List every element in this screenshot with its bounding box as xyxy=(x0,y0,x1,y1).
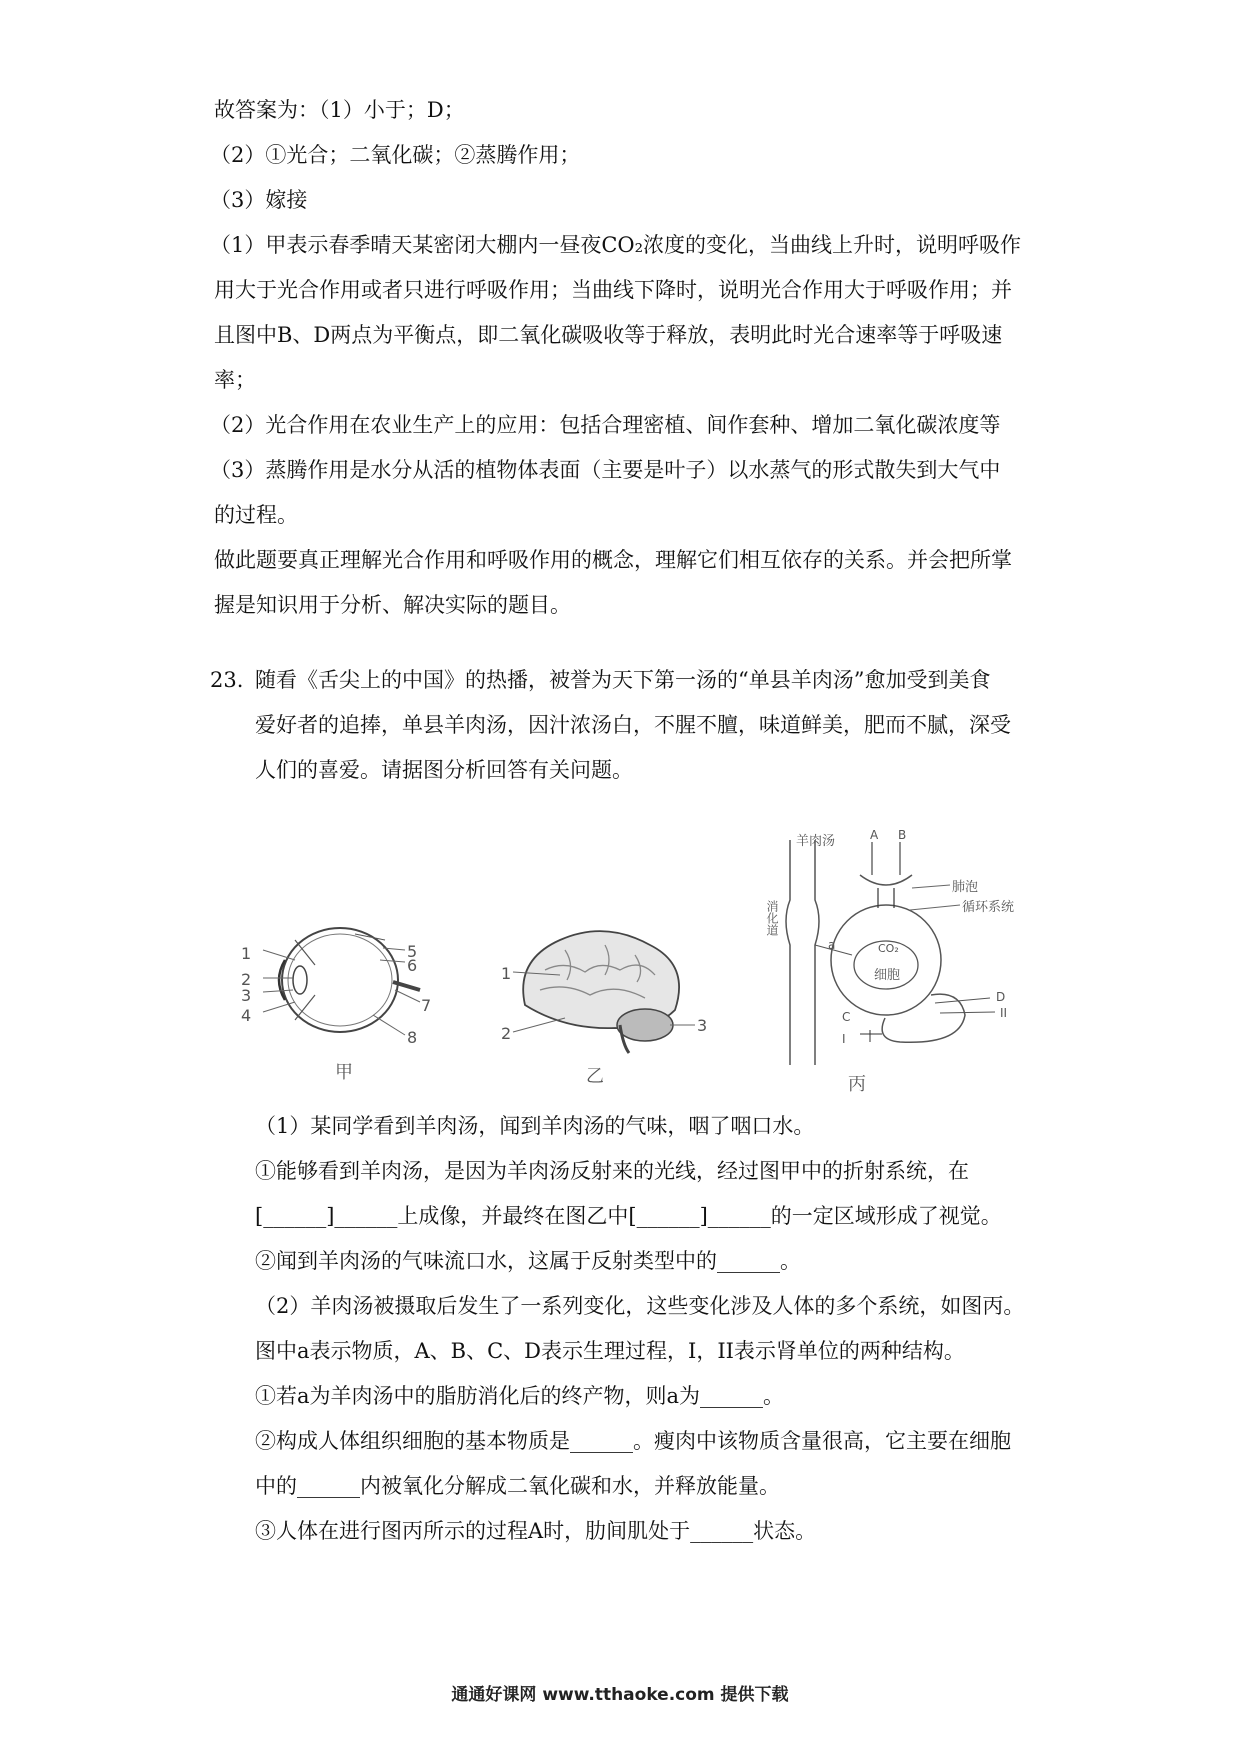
comment-line: 握是知识用于分析、解决实际的题目。 xyxy=(214,593,571,617)
brain-number: 3 xyxy=(697,1016,708,1035)
substance-a-label: a xyxy=(828,938,836,952)
subquestion-line: ③人体在进行图丙所示的过程A时，肋间肌处于______状态。 xyxy=(255,1519,817,1543)
figure-systems-caption: 丙 xyxy=(848,1074,866,1095)
answer-line-1: 故答案为：（1）小于；D； xyxy=(214,98,465,122)
process-B-label: B xyxy=(898,828,907,842)
subquestion-line: ②构成人体组织细胞的基本物质是______。瘦肉中该物质含量很高，它主要在细胞 xyxy=(255,1429,1011,1453)
circulation-label: 循环系统 xyxy=(962,900,1015,915)
brain-number: 2 xyxy=(501,1024,512,1043)
figure-systems xyxy=(760,830,1020,1070)
analysis-line: （2）光合作用在农业生产上的应用：包括合理密植、间作套种、增加二氧化碳浓度等 xyxy=(210,413,1001,437)
process-D-label: D xyxy=(996,990,1006,1004)
figure-brain-caption: 乙 xyxy=(586,1066,604,1087)
subquestion-line: 中的______内被氧化分解成二氧化碳和水，并释放能量。 xyxy=(255,1474,780,1498)
co2-label: CO₂ xyxy=(878,942,899,955)
eye-number: 8 xyxy=(407,1028,418,1047)
subquestion-line: （2）羊肉汤被摄取后发生了一系列变化，这些变化涉及人体的多个系统，如图丙。 xyxy=(255,1294,1025,1318)
analysis-line: 率； xyxy=(214,368,256,392)
figure-eye xyxy=(241,920,435,1050)
analysis-line: 且图中B、D两点为平衡点，即二氧化碳吸收等于释放，表明此时光合速率等于呼吸速 xyxy=(214,323,1003,347)
subquestion-line: （1）某同学看到羊肉汤，闻到羊肉汤的气味，咽了咽口水。 xyxy=(255,1114,815,1138)
comment-line: 做此题要真正理解光合作用和呼吸作用的概念，理解它们相互依存的关系。并会把所掌 xyxy=(214,548,1012,572)
process-C-label: C xyxy=(842,1010,851,1024)
question-stem-line: 爱好者的追捧，单县羊肉汤，因汁浓汤白，不腥不膻，味道鲜美，肥而不腻，深受 xyxy=(255,713,1011,737)
analysis-line: 的过程。 xyxy=(214,503,298,527)
question-number: 23. xyxy=(210,668,244,692)
analysis-line: （3）蒸腾作用是水分从活的植物体表面（主要是叶子）以水蒸气的形式散失到大气中 xyxy=(210,458,1001,482)
figure-eye-caption: 甲 xyxy=(335,1062,353,1083)
subquestion-line: 图中a表示物质，A、B、C、D表示生理过程，I，II表示肾单位的两种结构。 xyxy=(255,1339,965,1363)
process-A-label: A xyxy=(870,828,879,842)
eye-number: 7 xyxy=(421,996,432,1015)
page-footer: 通通好课网 www.tthaoke.com 提供下载 xyxy=(451,1685,789,1705)
subquestion-line: ②闻到羊肉汤的气味流口水，这属于反射类型中的______。 xyxy=(255,1249,801,1273)
eye-number: 5 xyxy=(407,942,418,961)
eye-number: 6 xyxy=(407,956,418,975)
subquestion-line: ①若a为羊肉汤中的脂肪消化后的终产物，则a为______。 xyxy=(255,1384,785,1408)
subquestion-line: ①能够看到羊肉汤，是因为羊肉汤反射来的光线，经过图甲中的折射系统，在 xyxy=(255,1159,969,1183)
question-stem-line: 人们的喜爱。请据图分析回答有关问题。 xyxy=(255,758,633,782)
answer-line-2: （2）①光合；二氧化碳；②蒸腾作用； xyxy=(210,143,581,167)
alveoli-label: 肺泡 xyxy=(952,880,979,895)
cell-label: 细胞 xyxy=(874,968,901,983)
eye-number: 4 xyxy=(241,1006,252,1025)
soup-label: 羊肉汤 xyxy=(796,834,836,849)
analysis-line: 用大于光合作用或者只进行呼吸作用；当曲线下降时，说明光合作用大于呼吸作用；并 xyxy=(214,278,1012,302)
eye-number: 3 xyxy=(241,986,252,1005)
brain-number: 1 xyxy=(501,964,512,983)
figure-brain xyxy=(501,920,708,1055)
answer-line-3: （3）嫁接 xyxy=(210,188,308,212)
question-stem-line: 随看《舌尖上的中国》的热播，被誉为天下第一汤的“单县羊肉汤”愈加受到美食 xyxy=(255,668,991,692)
subquestion-line: [______]______上成像，并最终在图乙中[______]______的一定区域形成了视觉。 xyxy=(255,1204,1002,1228)
structure-II-label: II xyxy=(1000,1006,1008,1020)
analysis-line: （1）甲表示春季晴天某密闭大棚内一昼夜CO₂浓度的变化，当曲线上升时，说明呼吸作 xyxy=(210,233,1022,257)
digestive-label: 消化道 xyxy=(765,900,779,936)
structure-I-label: I xyxy=(842,1032,846,1046)
eye-number: 1 xyxy=(241,944,252,963)
eye-number: 2 xyxy=(241,970,252,989)
